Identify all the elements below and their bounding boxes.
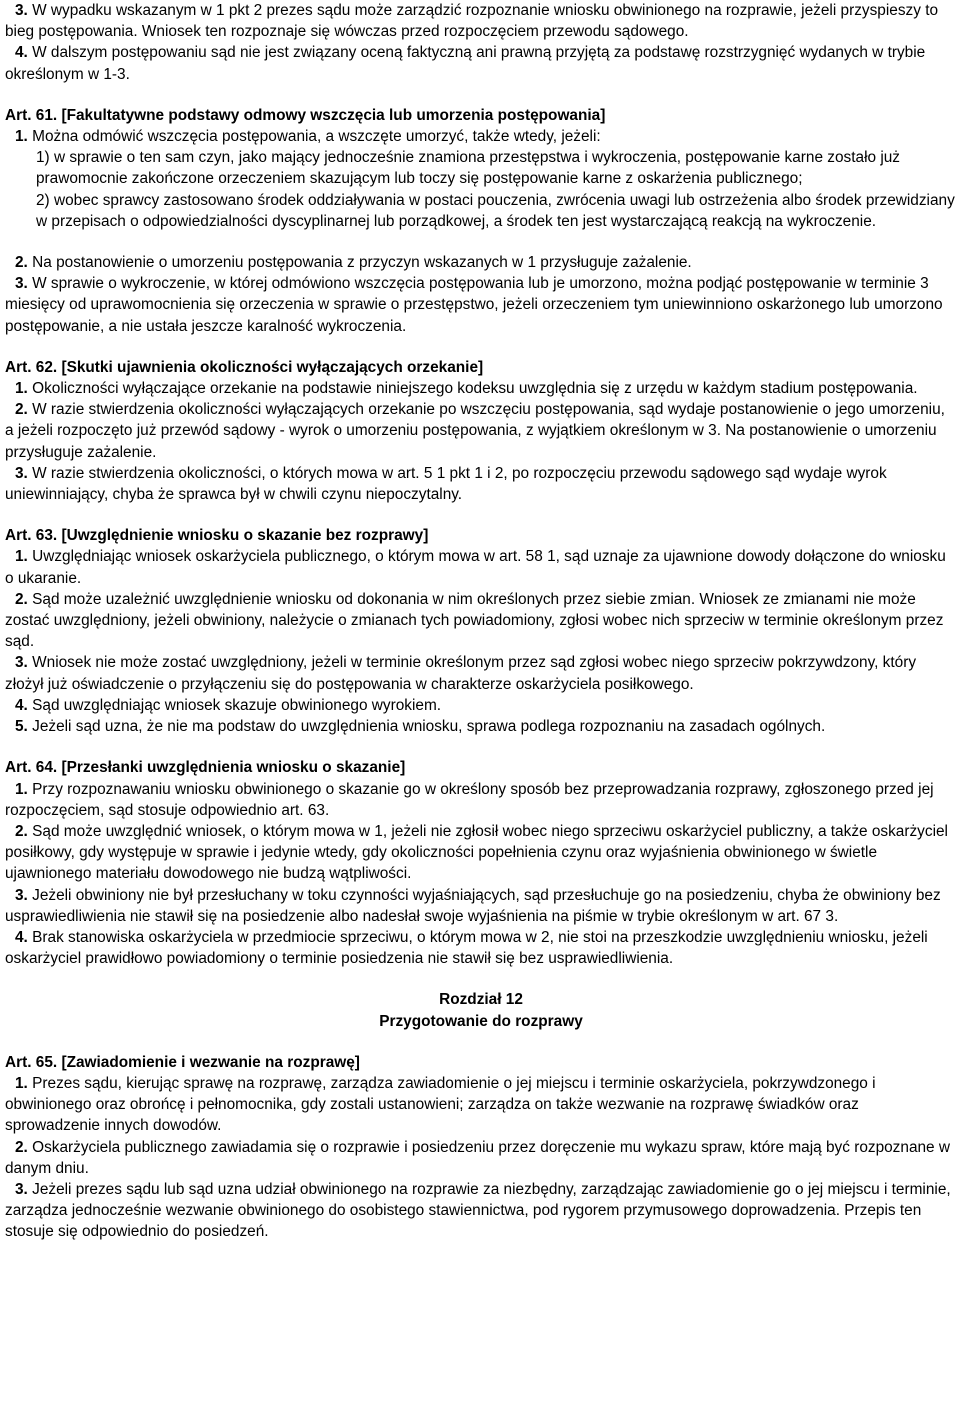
article-62-heading: Art. 62. [Skutki ujawnienia okoliczności wyłączających orzekanie] [5,358,484,376]
paragraph [5,716,957,737]
paragraph-text: Jeżeli sąd uzna, że nie ma podstaw do uwzględnienia wniosku, sprawa podlega rozpoznaniu na zasadach ogólnych. [27,718,826,736]
article-65-heading: Art. 65. [Zawiadomienie i wezwanie na rozprawę] [5,1053,360,1071]
paragraph-number: 2. [15,254,28,272]
paragraph [5,589,957,653]
paragraph-text: Jeżeli prezes sądu lub sąd uzna udział obwinionego na rozprawie za niezbędny, zarządzając zawiadomienie go o jej miejscu i terminie, zarządza jednocześnie wezwanie obwinionego do osobistego stawiennictwa, pod rygorem przymusowego doprowadzenia. Przepis ten stosuje się odpowiednio do posiedzeń. [5,1180,951,1241]
chapter-number: Rozdział 12 [439,991,523,1009]
paragraph-text: W sprawie o wykroczenie, w której odmówiono wszczęcia postępowania lub je umorzono, można podjąć postępowanie w terminie 3 miesięcy od uprawomocnienia się orzeczenia w sprawie o przestępstwo, jeżeli orzeczeniem tym uniewinniono oskarżonego lub umorzono postępowanie, a nie ustała jeszcze karalność wykroczenia. [5,275,943,335]
paragraph [5,463,957,505]
paragraph [5,821,957,885]
paragraph-text: Sąd uwzględniając wniosek skazuje obwinionego wyrokiem. [27,696,442,714]
paragraph-number: 1. [15,780,28,798]
paragraph [5,1137,957,1179]
paragraph [5,1073,957,1137]
paragraph [5,695,957,716]
paragraph-text: Na postanowienie o umorzeniu postępowania z przyczyn wskazanych w 1 przysługuje zażalenie. [27,254,692,272]
paragraph-number: 1. [15,548,28,566]
paragraph-number: 4. [15,696,28,714]
paragraph [5,42,957,84]
paragraph-number: 4. [15,44,28,62]
paragraph-text: Oskarżyciela publicznego zawiadamia się o rozprawie i posiedzeniu przez doręczenie mu wykazu spraw, które mają być rozpoznane w danym dniu. [5,1138,951,1177]
paragraph-text: W dalszym postępowaniu sąd nie jest związany oceną faktyczną ani prawną przyjętą za podstawę rozstrzygnięć wydanych w trybie określonym w 1-3. [5,44,926,83]
list-item: 2) wobec sprawcy zastosowano środek oddziaływania w postaci pouczenia, zwrócenia uwagi lub ostrzeżenia albo środek przewidziany w przepisach o odpowiedzialności dyscyplinarnej lub porządkowej, a środek ten jest wystarczającą reakcją na wykroczenie. [36,191,955,230]
paragraph-text: W razie stwierdzenia okoliczności wyłączających orzekanie po wszczęciu postępowania, sąd wydaje postanowienie o jego umorzeniu, a jeżeli rozpoczęto już przewód sądowy - wyrok o umorzeniu postępowania, z wyjątkiem określonym w 3. Na postanowienie o umorzeniu przysługuje zażalenie. [5,401,945,461]
paragraph-text: Przy rozpoznawaniu wniosku obwinionego o skazanie go w określony sposób bez przeprowadzania rozprawy, zgłoszonego przed jej rozpoczęciem, sąd stosuje odpowiednio art. 63. [5,780,934,819]
paragraph [5,927,957,969]
paragraph-number: 4. [15,928,28,946]
chapter-title: Przygotowanie do rozprawy [379,1012,583,1030]
paragraph [5,252,957,273]
paragraph [5,1179,957,1243]
paragraph [5,546,957,588]
paragraph [5,652,957,694]
paragraph-number: 5. [15,718,28,736]
paragraph [5,885,957,927]
paragraph-text: Wniosek nie może zostać uwzględniony, jeżeli w terminie określonym przez sąd zgłosi wobec niego sprzeciw pokrzywdzony, który złożył już oświadczenie o przyłączeniu się do postępowania w charakterze oskarżyciela posiłkowego. [5,654,917,693]
paragraph-number: 1. [15,380,28,398]
paragraph-number: 2. [15,401,28,419]
paragraph-text: Jeżeli obwiniony nie był przesłuchany w toku czynności wyjaśniających, sąd przesłuchuje go na posiedzeniu, chyba że obwiniony bez usprawiedliwienia nie stawił się na posiedzenie albo nadesłał swoje wyjaśnienia na piśmie w trybie określonym w art. 67 3. [5,886,941,925]
paragraph-text: Prezes sądu, kierując sprawę na rozprawę, zarządza zawiadomienie o jej miejscu i terminie oskarżyciela, pokrzywdzonego i obwinionego oraz obrońcę i pełnomocnika, gdy zostali ustanowieni; zarządza on także wezwanie na rozprawę świadków oraz sprowadzenie innych dowodów. [5,1074,876,1135]
paragraph-number: 1. [15,128,28,146]
paragraph-text: Można odmówić wszczęcia postępowania, a wszczęte umorzyć, także wtedy, jeżeli: [27,128,601,146]
paragraph-text: W wypadku wskazanym w 1 pkt 2 prezes sądu może zarządzić rozpoznanie wniosku obwinionego na rozprawie, jeżeli przyspieszy to bieg postępowania. Wniosek ten rozpoznaje się wówczas przed rozpoczęciem przewodu sądowego. [5,2,939,41]
paragraph-text: Sąd może uzależnić uwzględnienie wniosku od dokonania w nim określonych przez siebie zmian. Wniosek ze zmianami nie może zostać uwzględniony, jeżeli obwiniony, należycie o zmianach tych powiadomiony, zgłosi wobec nich sprzeciw w terminie określonym przez sąd. [5,590,944,651]
paragraph-text: Okoliczności wyłączające orzekanie na podstawie niniejszego kodeksu uwzględnia się z urzędu w każdym stadium postępowania. [27,380,918,398]
paragraph-text: W razie stwierdzenia okoliczności, o których mowa w art. 5 1 pkt 1 i 2, po rozpoczęciu przewodu sądowego sąd wydaje wyrok uniewinniający, chyba że sprawca był w chwili czynu niepoczytalny. [5,464,887,504]
paragraph-number: 3. [15,886,28,904]
paragraph-number: 1. [15,1074,28,1092]
paragraph-number: 2. [15,590,28,608]
paragraph [5,0,957,42]
paragraph [5,399,957,463]
paragraph-text: Uwzględniając wniosek oskarżyciela publicznego, o którym mowa w art. 58 1, sąd uznaje za ujawnione dowody dołączone do wniosku o ukaranie. [5,548,946,587]
article-64-heading: Art. 64. [Przesłanki uwzględnienia wniosku o skazanie] [5,759,406,777]
paragraph-number: 3. [15,464,28,482]
paragraph [5,779,957,821]
paragraph-number: 3. [15,1180,28,1198]
list-item: 1) w sprawie o ten sam czyn, jako mający jednocześnie znamiona przestępstwa i wykroczenia, postępowanie karne zostało już prawomocnie zakończone orzeczeniem skazującym lub toczy się postępowanie karne z oskarżenia publicznego; [36,149,901,188]
paragraph-number: 3. [15,275,28,293]
paragraph-number: 2. [15,1138,28,1156]
article-61-heading: Art. 61. [Fakultatywne podstawy odmowy wszczęcia lub umorzenia postępowania] [5,106,606,124]
article-63-heading: Art. 63. [Uwzględnienie wniosku o skazanie bez rozprawy] [5,527,429,545]
paragraph-text: Brak stanowiska oskarżyciela w przedmiocie sprzeciwu, o którym mowa w 2, nie stoi na przeszkodzie uwzględnieniu wniosku, jeżeli oskarżyciel prawidłowo powiadomiony o terminie posiedzenia nie stawił się bez usprawiedliwienia. [5,928,928,968]
paragraph [5,378,957,399]
paragraph [5,126,957,147]
paragraph [5,273,957,337]
paragraph-number: 3. [15,2,28,19]
paragraph-number: 3. [15,654,28,672]
paragraph-number: 2. [15,822,28,840]
paragraph-text: Sąd może uwzględnić wniosek, o którym mowa w 1, jeżeli nie zgłosił wobec niego sprzeciwu oskarżyciel publiczny, a także oskarżyciel posiłkowy, gdy występuje w sprawie i jedynie wtedy, gdy okoliczności popełnienia czynu oraz wyjaśnienia obwinionego w świetle ujawnionego materiału dowodowego nie budzą wątpliwości. [5,822,948,883]
